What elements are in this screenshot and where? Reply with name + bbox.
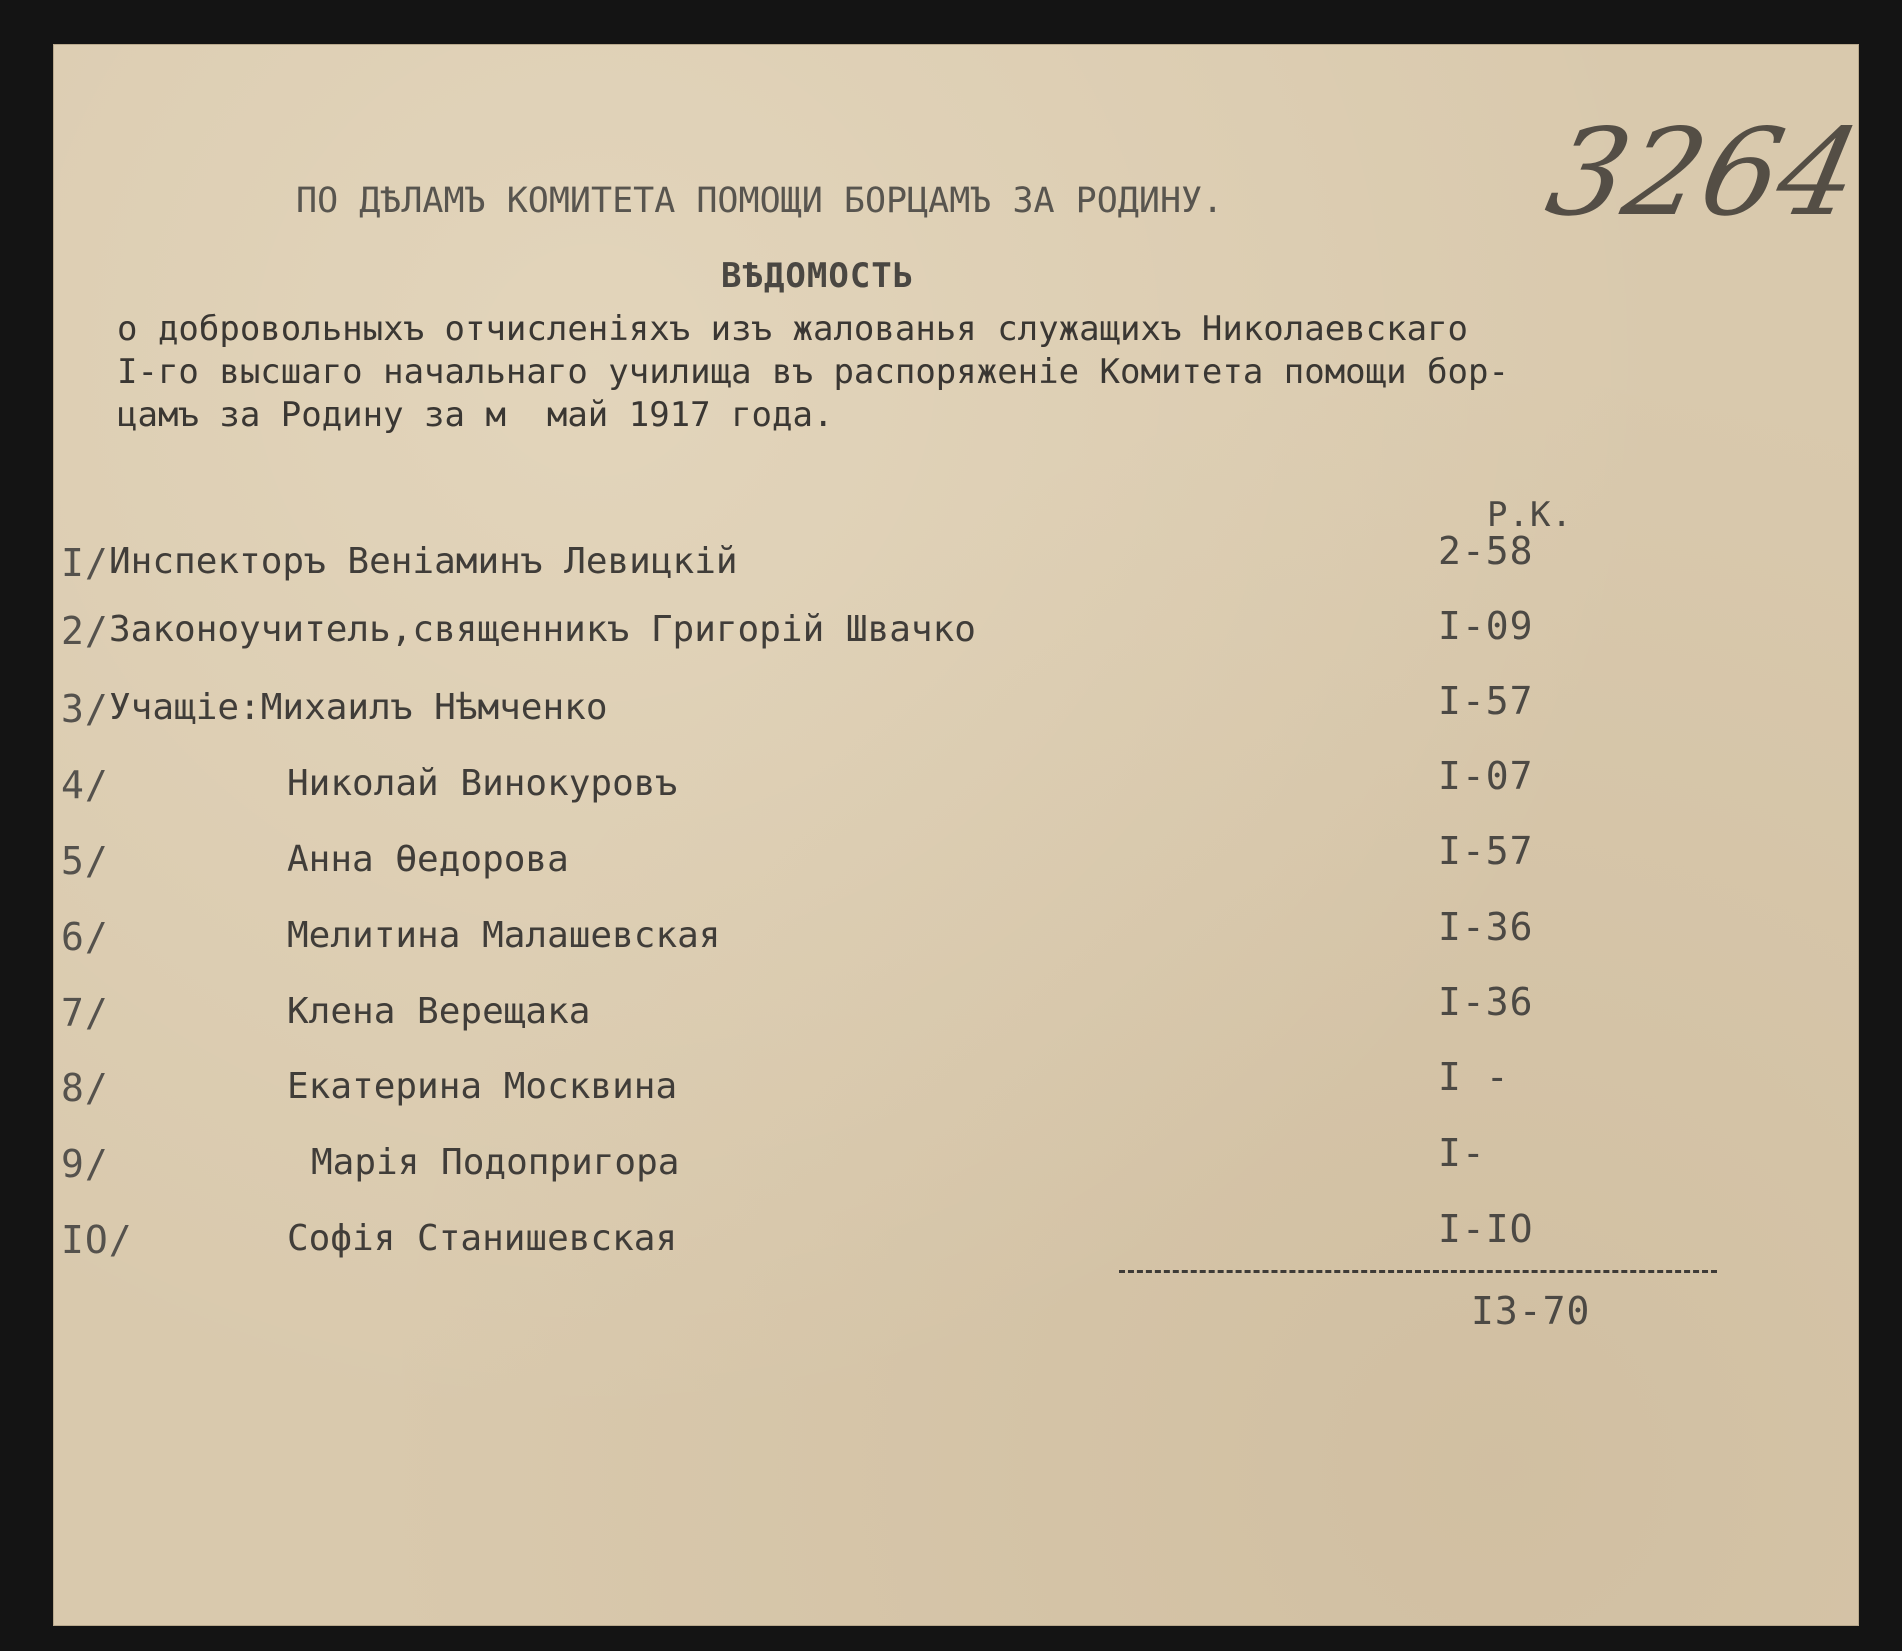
row-amount: I-07 xyxy=(1438,754,1534,798)
row-name: Софiя Станишевская xyxy=(287,1218,678,1259)
total-amount: I3-70 xyxy=(1471,1289,1591,1333)
row-number: 9/ xyxy=(61,1142,109,1186)
contributions-list xyxy=(53,44,1859,1626)
intro-line: I-го высшаго начальнаго училища въ распоряженiе Комитета помощи бор- xyxy=(117,352,1509,392)
row-number: 7/ xyxy=(61,991,109,1035)
total-separator-line xyxy=(1119,1270,1717,1273)
row-number: 5/ xyxy=(61,839,109,883)
document-title: ВѢДОМОСТЬ xyxy=(721,256,915,296)
row-amount: I - xyxy=(1438,1055,1510,1099)
row-amount: I-57 xyxy=(1438,679,1534,723)
row-amount: I- xyxy=(1438,1131,1486,1175)
row-amount: I-57 xyxy=(1438,829,1534,873)
archive-number-text: 3264 xyxy=(1536,104,1872,243)
row-name: Екатерина Москвина xyxy=(287,1066,678,1107)
row-number: 8/ xyxy=(61,1066,109,1110)
row-amount: I-IO xyxy=(1438,1207,1534,1251)
row-number: 6/ xyxy=(61,915,109,959)
row-name: Клена Верещака xyxy=(287,991,591,1032)
row-number: 3/ xyxy=(61,687,109,731)
document-header: ПО ДѢЛАМЪ КОМИТЕТА ПОМОЩИ БОРЦАМЪ ЗА РОДИНУ. xyxy=(296,181,1224,221)
row-number: I/ xyxy=(61,541,109,585)
row-number: 2/ xyxy=(61,609,109,653)
intro-line: о добровольныхъ отчисленiяхъ изъ жалованья служащихъ Николаевскаго xyxy=(117,309,1469,349)
row-name: Учащiе:Михаилъ Нѣмченко xyxy=(109,687,608,728)
intro-line: цамъ за Родину за м май 1917 года. xyxy=(117,395,834,435)
row-name: Мелитина Малашевская xyxy=(287,915,721,956)
row-amount: I-09 xyxy=(1438,604,1534,648)
row-name: Николай Винокуровъ xyxy=(287,763,678,804)
row-amount: 2-58 xyxy=(1438,529,1534,573)
row-name: Инспекторъ Венiаминъ Левицкiй xyxy=(109,541,738,582)
row-amount: I-36 xyxy=(1438,980,1534,1024)
row-name: Марiя Подопригора xyxy=(311,1142,680,1183)
row-name: Анна Ѳедорова xyxy=(287,839,569,880)
column-header-rubles-kopecks: Р.К. xyxy=(1487,495,1573,535)
document-sheet xyxy=(53,44,1872,1626)
row-number: IO/ xyxy=(61,1218,133,1262)
row-amount: I-36 xyxy=(1438,905,1534,949)
row-name: Законоучитель,священникъ Григорiй Швачко xyxy=(109,609,976,650)
row-number: 4/ xyxy=(61,763,109,807)
